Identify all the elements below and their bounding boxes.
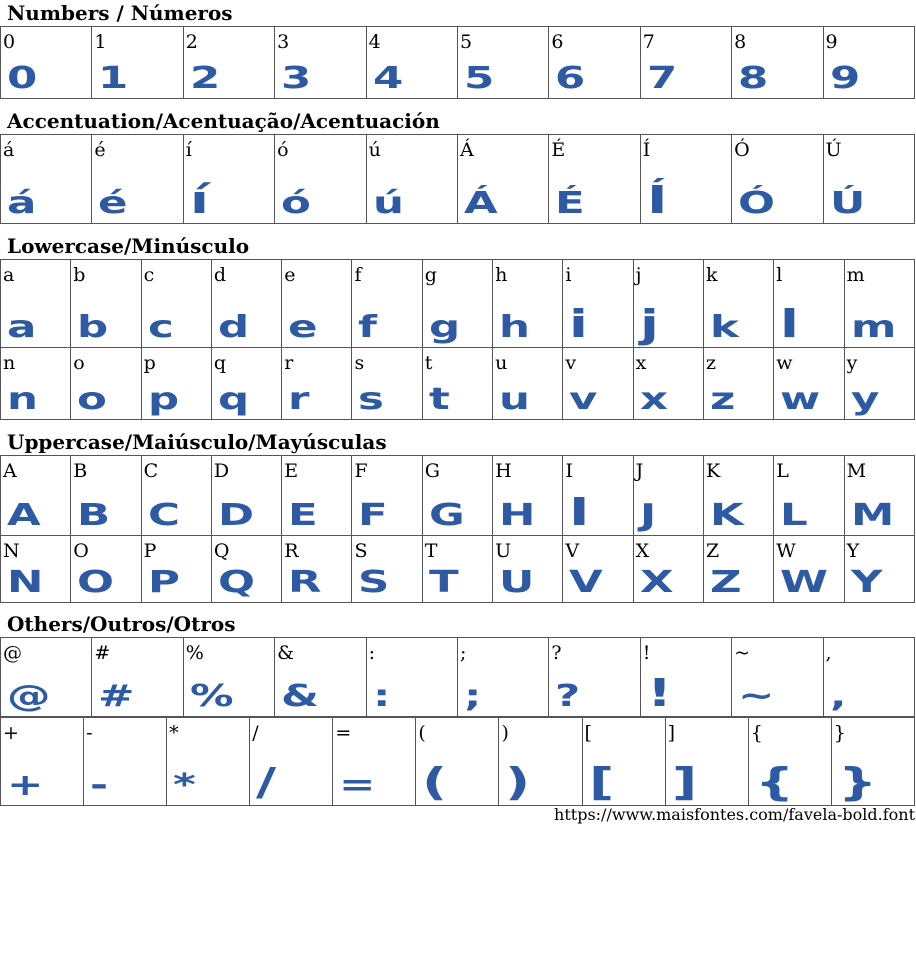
glyph-sample: , <box>829 679 847 714</box>
glyph-cell <box>633 456 703 536</box>
glyph-label: P <box>143 540 157 562</box>
glyph-sample: v <box>569 382 598 417</box>
glyph-sample: @ <box>7 679 51 714</box>
glyph-sample: 4 <box>372 61 403 96</box>
glyph-cell <box>366 135 457 224</box>
glyph-label: S <box>354 540 368 562</box>
glyph-label: j <box>635 264 642 286</box>
glyph-label: U <box>495 540 512 562</box>
glyph-label: E <box>284 460 299 482</box>
glyph-cell <box>549 135 640 224</box>
glyph-label: a <box>3 264 15 286</box>
glyph-cell <box>141 456 211 536</box>
glyph-cell <box>275 27 366 99</box>
glyph-label: O <box>73 540 89 562</box>
glyph-label: 7 <box>642 31 655 53</box>
glyph-cell <box>71 536 141 603</box>
glyph-sample: 0 <box>7 61 38 96</box>
glyph-cell <box>366 638 457 717</box>
glyph-cell <box>352 348 422 420</box>
glyph-label: ] <box>667 722 676 744</box>
glyph-cell <box>457 27 548 99</box>
glyph-sample: 3 <box>281 61 312 96</box>
glyph-label: í <box>185 139 192 161</box>
glyph-cell <box>1 536 71 603</box>
glyph-label: * <box>169 722 179 744</box>
glyph-sample: A <box>7 498 41 533</box>
glyph-sample: + <box>7 768 44 803</box>
glyph-sample: q <box>217 382 250 417</box>
table-row <box>1 536 915 603</box>
glyph-cell <box>183 27 274 99</box>
table-row <box>1 348 915 420</box>
glyph-label: { <box>750 722 763 744</box>
glyph-cell <box>732 135 823 224</box>
glyph-cell <box>250 718 333 806</box>
glyph-cell <box>352 536 422 603</box>
glyph-cell <box>563 348 633 420</box>
glyph-label: x <box>635 352 647 374</box>
glyph-sample: w <box>780 382 821 417</box>
glyph-cell <box>1 638 92 717</box>
glyph-label: b <box>73 264 86 286</box>
glyph-label: L <box>776 460 789 482</box>
glyph-label: % <box>185 642 204 664</box>
glyph-label: = <box>335 722 352 744</box>
glyph-cell <box>831 718 914 806</box>
glyph-label: v <box>565 352 577 374</box>
glyph-sample: N <box>7 565 44 600</box>
glyph-label: X <box>635 540 650 562</box>
glyph-cell <box>633 260 703 348</box>
glyph-cell <box>282 456 352 536</box>
glyph-label: ? <box>551 642 562 664</box>
source-url[interactable]: https://www.maisfontes.com/favela-bold.font <box>554 805 915 824</box>
glyph-sample: P <box>147 565 180 600</box>
glyph-label: c <box>143 264 155 286</box>
glyph-label: 4 <box>368 31 381 53</box>
glyph-label: y <box>846 352 858 374</box>
glyph-label: g <box>424 264 437 286</box>
glyph-label: A <box>3 460 17 482</box>
glyph-sample: ó <box>281 186 312 221</box>
glyph-label: } <box>833 722 846 744</box>
glyph-label: N <box>3 540 20 562</box>
glyph-cell <box>633 348 703 420</box>
glyph-sample: X <box>639 565 674 600</box>
glyph-sample: [ <box>588 760 614 804</box>
numbers-table <box>0 26 915 99</box>
glyph-label: R <box>284 540 299 562</box>
glyph-sample: S <box>358 565 390 600</box>
glyph-cell <box>183 638 274 717</box>
glyph-sample: V <box>569 565 604 600</box>
glyph-sample: Ú <box>829 186 865 221</box>
glyph-cell <box>1 718 84 806</box>
lowercase-heading: Lowercase/Minúsculo <box>7 234 250 258</box>
glyph-cell <box>366 27 457 99</box>
glyph-cell <box>422 536 492 603</box>
glyph-sample: Ó <box>738 186 776 221</box>
glyph-label: f <box>354 264 362 286</box>
glyph-label: Q <box>213 540 230 562</box>
glyph-cell <box>732 27 823 99</box>
glyph-label: I <box>565 460 573 482</box>
glyph-sample: ( <box>422 760 448 804</box>
glyph-label: : <box>368 642 375 664</box>
glyph-cell <box>211 260 281 348</box>
glyph-label: B <box>73 460 88 482</box>
glyph-sample: : <box>372 679 390 714</box>
glyph-cell <box>1 260 71 348</box>
glyph-sample: Y <box>850 565 883 600</box>
glyph-sample: F <box>358 498 389 533</box>
glyph-sample: ! <box>646 671 672 715</box>
glyph-cell <box>774 456 844 536</box>
glyph-cell <box>333 718 416 806</box>
glyph-sample: B <box>77 498 111 533</box>
glyph-cell <box>499 718 582 806</box>
glyph-cell <box>141 348 211 420</box>
glyph-sample: H <box>499 498 536 533</box>
glyph-label: n <box>3 352 16 374</box>
glyph-sample: m <box>850 310 896 345</box>
glyph-label: d <box>213 264 227 286</box>
glyph-cell <box>493 260 563 348</box>
accentuation-table <box>0 134 915 224</box>
glyph-label: Ó <box>734 139 750 161</box>
glyph-label: 6 <box>551 31 564 53</box>
glyph-sample: y <box>850 382 879 417</box>
glyph-sample: * <box>173 768 196 803</box>
glyph-label: ( <box>418 722 426 744</box>
glyph-sample: U <box>499 565 535 600</box>
glyph-sample: ) <box>505 760 531 804</box>
glyph-cell <box>183 135 274 224</box>
glyph-cell <box>84 718 167 806</box>
glyph-label: i <box>565 264 572 286</box>
glyph-label: o <box>73 352 85 374</box>
glyph-cell <box>211 536 281 603</box>
glyph-sample: % <box>189 679 234 714</box>
glyph-cell <box>493 348 563 420</box>
glyph-label: e <box>284 264 296 286</box>
glyph-sample: É <box>555 186 586 221</box>
glyph-cell <box>1 135 92 224</box>
glyph-cell <box>211 456 281 536</box>
glyph-label: , <box>825 642 832 664</box>
glyph-sample: D <box>217 498 255 533</box>
glyph-sample: g <box>428 310 460 345</box>
glyph-sample: } <box>837 760 878 804</box>
glyph-cell <box>282 348 352 420</box>
glyph-label: D <box>213 460 230 482</box>
glyph-sample: ? <box>555 679 581 714</box>
glyph-cell <box>1 27 92 99</box>
others-table-2 <box>0 717 915 806</box>
glyph-cell <box>549 638 640 717</box>
glyph-cell <box>141 536 211 603</box>
glyph-label: t <box>424 352 433 374</box>
glyph-label: p <box>143 352 156 374</box>
glyph-sample: h <box>499 310 531 345</box>
glyph-sample: ~ <box>738 679 775 714</box>
glyph-sample: u <box>499 382 531 417</box>
glyph-sample: Í <box>646 178 668 222</box>
glyph-sample: J <box>639 498 656 533</box>
glyph-label: 9 <box>825 31 838 53</box>
glyph-label: l <box>776 264 783 286</box>
glyph-label: 8 <box>734 31 747 53</box>
glyph-sample: K <box>709 498 744 533</box>
glyph-sample: c <box>147 310 174 345</box>
glyph-cell <box>71 348 141 420</box>
glyph-cell <box>844 456 914 536</box>
glyph-label: T <box>424 540 438 562</box>
glyph-label: q <box>213 352 227 374</box>
glyph-label: ó <box>277 139 289 161</box>
glyph-label: ) <box>501 722 509 744</box>
glyph-sample: ; <box>463 679 482 714</box>
glyph-sample: Z <box>709 565 742 600</box>
glyph-cell <box>640 638 731 717</box>
glyph-sample: O <box>77 565 115 600</box>
glyph-label: G <box>424 460 440 482</box>
glyph-label: r <box>284 352 294 374</box>
glyph-cell <box>748 718 831 806</box>
glyph-sample: R <box>288 565 322 600</box>
glyph-sample: 8 <box>738 61 769 96</box>
glyph-sample: 2 <box>189 61 221 96</box>
glyph-cell <box>92 135 183 224</box>
glyph-label: 1 <box>94 31 107 53</box>
glyph-sample: Á <box>463 186 498 221</box>
glyph-sample: M <box>850 498 894 533</box>
glyph-cell <box>457 638 548 717</box>
glyph-cell <box>1 348 71 420</box>
glyph-label: u <box>495 352 508 374</box>
glyph-sample: r <box>288 382 310 417</box>
glyph-label: + <box>3 722 19 744</box>
glyph-sample: í <box>189 178 209 222</box>
glyph-sample: # <box>98 679 135 714</box>
glyph-label: 2 <box>185 31 198 53</box>
glyph-label: Y <box>846 540 860 562</box>
glyph-cell <box>416 718 499 806</box>
glyph-sample: á <box>7 186 37 221</box>
glyph-cell <box>211 348 281 420</box>
lowercase-table <box>0 259 915 420</box>
glyph-cell <box>422 348 492 420</box>
glyph-sample: = <box>339 768 376 803</box>
glyph-cell <box>352 456 422 536</box>
glyph-label: @ <box>3 642 22 664</box>
glyph-cell <box>640 135 731 224</box>
glyph-sample: W <box>780 565 829 600</box>
glyph-label: H <box>495 460 512 482</box>
glyph-cell <box>582 718 665 806</box>
glyph-label: W <box>776 540 796 562</box>
glyph-cell <box>665 718 748 806</box>
glyph-cell <box>732 638 823 717</box>
glyph-sample: p <box>147 382 179 417</box>
glyph-sample: o <box>77 382 108 417</box>
glyph-label: z <box>705 352 716 374</box>
table-row <box>1 27 915 99</box>
glyph-sample: 5 <box>463 61 495 96</box>
glyph-sample: - <box>90 768 109 803</box>
glyph-label: 3 <box>277 31 290 53</box>
glyph-sample: é <box>98 186 128 221</box>
glyph-sample: 6 <box>555 61 586 96</box>
glyph-sample: s <box>358 382 385 417</box>
glyph-label: ! <box>642 642 651 664</box>
glyph-cell <box>493 456 563 536</box>
glyph-label: k <box>705 264 718 286</box>
glyph-label: m <box>846 264 865 286</box>
glyph-cell <box>844 260 914 348</box>
glyph-sample: n <box>7 382 38 417</box>
glyph-label: 0 <box>3 31 16 53</box>
glyph-label: é <box>94 139 106 161</box>
glyph-label: Á <box>459 139 474 161</box>
glyph-sample: ú <box>372 186 404 221</box>
glyph-label: Z <box>705 540 720 562</box>
glyph-label: 5 <box>459 31 473 53</box>
glyph-sample: T <box>428 565 459 600</box>
glyph-label: C <box>143 460 159 482</box>
glyph-cell <box>549 27 640 99</box>
glyph-sample: i <box>569 302 589 346</box>
glyph-label: M <box>846 460 867 482</box>
glyph-cell <box>844 536 914 603</box>
uppercase-heading: Uppercase/Maiúsculo/Mayúsculas <box>7 430 387 454</box>
glyph-cell <box>563 536 633 603</box>
glyph-label: É <box>551 139 566 161</box>
glyph-cell <box>823 135 914 224</box>
table-row <box>1 718 915 806</box>
glyph-cell <box>774 536 844 603</box>
glyph-sample: 7 <box>646 61 678 96</box>
glyph-cell <box>457 135 548 224</box>
others-heading: Others/Outros/Otros <box>7 612 236 636</box>
numbers-heading: Numbers / Números <box>7 1 233 25</box>
glyph-label: h <box>495 264 508 286</box>
others-table-1 <box>0 637 915 717</box>
glyph-sample: z <box>709 382 736 417</box>
glyph-label: K <box>705 460 721 482</box>
glyph-sample: I <box>569 490 590 534</box>
glyph-cell <box>633 536 703 603</box>
glyph-cell <box>71 456 141 536</box>
glyph-label: - <box>86 722 93 744</box>
glyph-label: ; <box>459 642 467 664</box>
glyph-sample: E <box>288 498 318 533</box>
glyph-label: / <box>252 722 259 744</box>
glyph-sample: ] <box>671 760 697 804</box>
glyph-cell <box>275 638 366 717</box>
glyph-sample: / <box>256 760 277 804</box>
glyph-cell <box>844 348 914 420</box>
accentuation-heading: Accentuation/Acentuação/Acentuación <box>7 109 440 133</box>
glyph-cell <box>282 536 352 603</box>
glyph-cell <box>422 260 492 348</box>
glyph-cell <box>282 260 352 348</box>
glyph-sample: e <box>288 310 318 345</box>
glyph-cell <box>774 348 844 420</box>
glyph-sample: d <box>217 310 250 345</box>
glyph-cell <box>493 536 563 603</box>
glyph-label: [ <box>584 722 592 744</box>
glyph-sample: 9 <box>829 61 860 96</box>
glyph-cell <box>563 260 633 348</box>
glyph-sample: { <box>754 760 794 804</box>
glyph-sample: Q <box>217 565 255 600</box>
glyph-cell <box>141 260 211 348</box>
table-row <box>1 260 915 348</box>
glyph-label: & <box>277 642 295 664</box>
glyph-label: á <box>3 139 15 161</box>
glyph-cell <box>703 348 773 420</box>
glyph-cell <box>563 456 633 536</box>
glyph-sample: b <box>77 310 109 345</box>
glyph-cell <box>823 27 914 99</box>
glyph-cell <box>703 260 773 348</box>
glyph-label: F <box>354 460 368 482</box>
glyph-cell <box>422 456 492 536</box>
glyph-sample: L <box>780 498 808 533</box>
glyph-label: J <box>635 460 644 482</box>
glyph-cell <box>92 638 183 717</box>
glyph-sample: x <box>639 382 668 417</box>
table-row <box>1 135 915 224</box>
glyph-cell <box>703 456 773 536</box>
glyph-sample: G <box>428 498 465 533</box>
glyph-label: w <box>776 352 793 374</box>
glyph-cell <box>774 260 844 348</box>
glyph-sample: C <box>147 498 180 533</box>
glyph-sample: a <box>7 310 37 345</box>
uppercase-table <box>0 455 915 603</box>
glyph-sample: 1 <box>98 61 129 96</box>
glyph-label: ú <box>368 139 381 161</box>
table-row <box>1 456 915 536</box>
glyph-label: Ú <box>825 139 842 161</box>
table-row <box>1 638 915 717</box>
glyph-cell <box>703 536 773 603</box>
glyph-sample: j <box>639 302 659 346</box>
glyph-label: V <box>565 540 580 562</box>
glyph-cell <box>823 638 914 717</box>
glyph-label: ~ <box>734 642 751 664</box>
glyph-cell <box>352 260 422 348</box>
glyph-sample: l <box>780 302 800 346</box>
glyph-cell <box>167 718 250 806</box>
glyph-sample: t <box>428 382 450 417</box>
glyph-cell <box>71 260 141 348</box>
glyph-label: # <box>94 642 111 664</box>
glyph-cell <box>275 135 366 224</box>
glyph-cell <box>92 27 183 99</box>
glyph-label: Í <box>642 139 651 161</box>
glyph-cell <box>640 27 731 99</box>
glyph-sample: k <box>709 310 739 345</box>
glyph-label: s <box>354 352 365 374</box>
glyph-cell <box>1 456 71 536</box>
glyph-sample: f <box>358 310 378 345</box>
glyph-sample: & <box>281 679 320 714</box>
